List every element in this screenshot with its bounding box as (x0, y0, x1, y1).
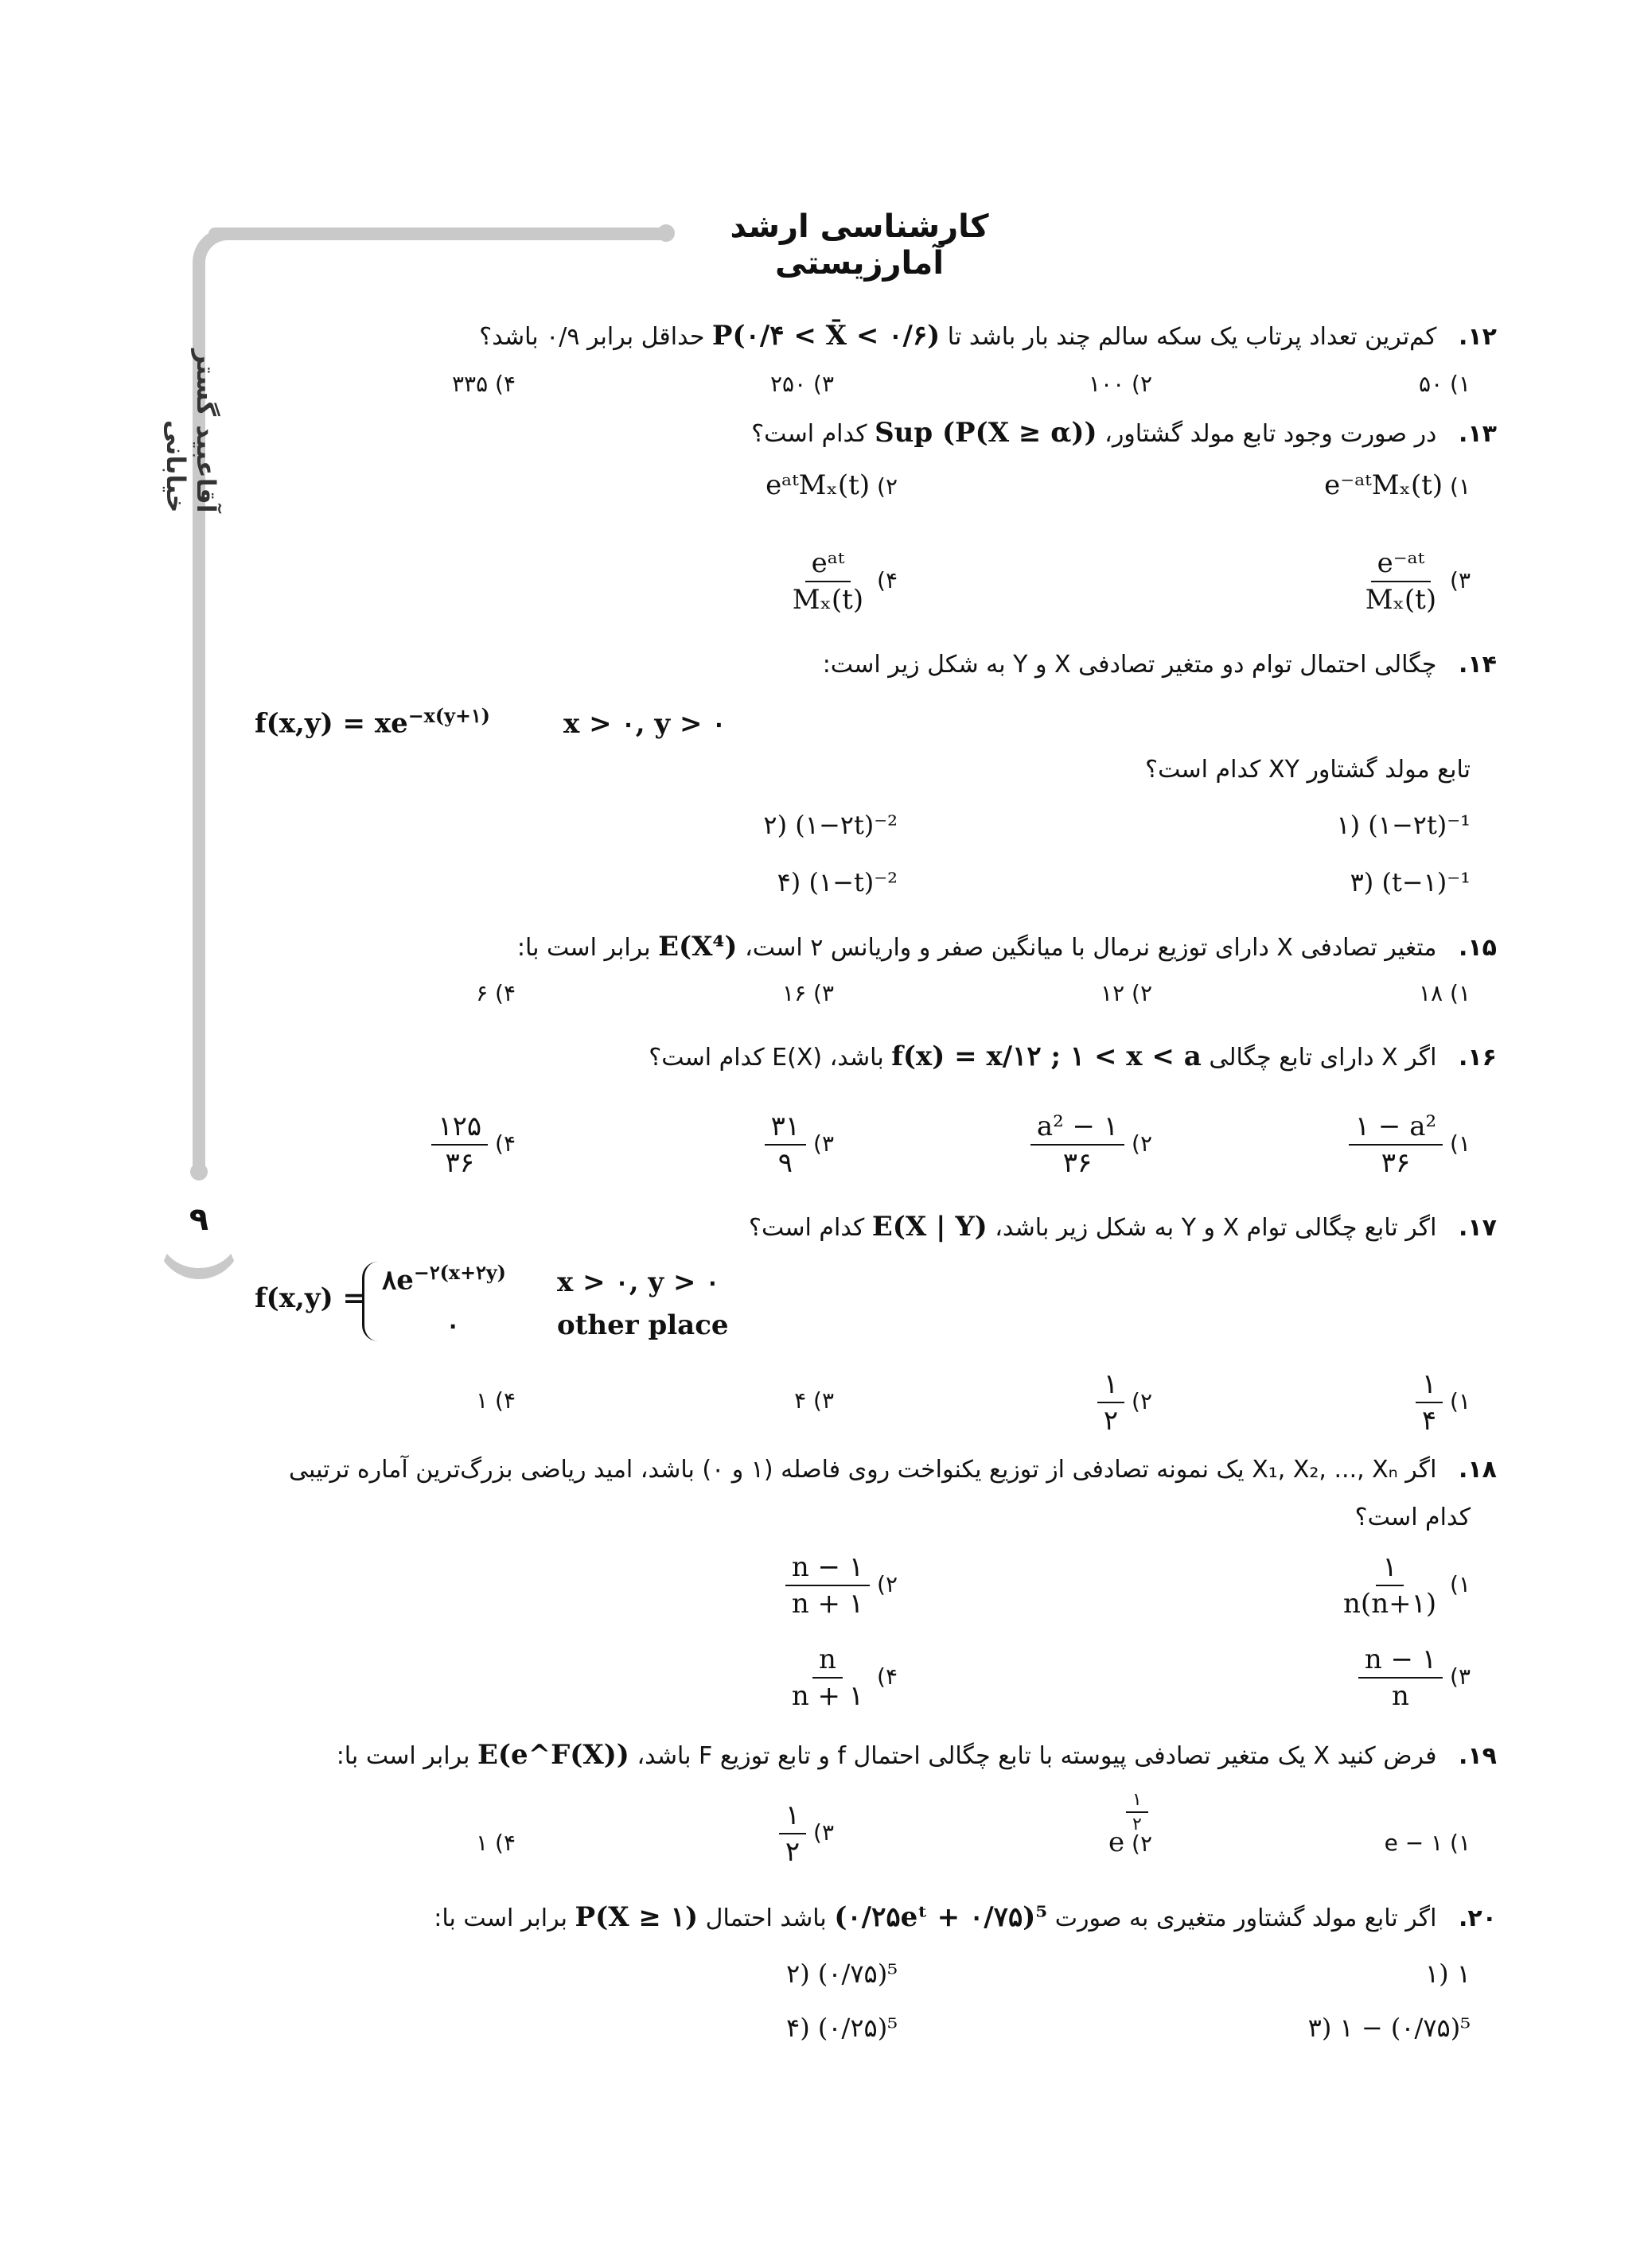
option-fraction (786, 547, 870, 616)
option-fraction (1358, 1644, 1443, 1712)
formula-exponent: −x(y+۱) (407, 705, 490, 727)
option-2[interactable]: ۲) ۱۲ (1101, 980, 1152, 1006)
option-label: ۳) (813, 1819, 834, 1846)
side-author-text: آقاعبید گستر خیابانی (161, 349, 221, 513)
question-number: ۱۲. (1458, 323, 1497, 351)
option-4[interactable]: ۴) ۳۳۵ (452, 371, 516, 397)
question-number: ۱۴. (1458, 651, 1497, 679)
numerator: ۱ − a² (1349, 1111, 1443, 1146)
option-fraction (779, 1799, 806, 1868)
option-label: ۲) (877, 473, 898, 500)
numerator: eᵃᵗ (805, 547, 851, 582)
option-1[interactable] (1416, 1368, 1471, 1437)
numerator: n (812, 1644, 843, 1679)
piece-2-domain: other place (557, 1309, 729, 1341)
option-4[interactable]: ۴) ۶ (476, 980, 516, 1006)
option-label: ۲) (1132, 1130, 1152, 1157)
question-math: Sup (P(X ≥ α)) (875, 417, 1097, 449)
denominator: ۲ (1132, 1815, 1142, 1834)
option-fraction (1097, 1368, 1124, 1437)
sub-question-14: تابع مولد گشتاور XY کدام است؟ (1145, 756, 1471, 784)
question-math: E(X | Y) (871, 1211, 988, 1243)
options-20-row1 (197, 1959, 1471, 2006)
options-16 (197, 1111, 1471, 1198)
question-text: اگر X دارای تابع چگالی (1209, 1044, 1437, 1072)
question-text-end: برابر است با: (516, 934, 651, 962)
question-text: فرض کنید X یک متغیر تصادفی پیوسته با تابع چگالی احتمال f و تابع توزیع F باشد، (637, 1742, 1437, 1770)
option-3[interactable]: ۳) (t−۱)⁻¹ (1350, 867, 1471, 897)
numerator: ۱ (1126, 1790, 1148, 1813)
denominator: ۳۶ (1381, 1147, 1411, 1179)
options-20-row2 (197, 2013, 1471, 2060)
question-18-end: کدام است؟ (1354, 1504, 1471, 1531)
option-fraction (785, 1644, 870, 1712)
options-13-row1 (197, 469, 1471, 525)
option-label: ۱) (1450, 1571, 1471, 1597)
option-1[interactable]: ۱) (۱−۲t)⁻¹ (1336, 810, 1471, 840)
piece-1-domain: x > ۰, y > ۰ (557, 1266, 720, 1298)
option-math: eᵃᵗMₓ(t) (766, 469, 871, 501)
option-2[interactable] (1097, 1368, 1152, 1437)
options-18-row2 (197, 1644, 1471, 1723)
question-number: ۲۰. (1458, 1904, 1497, 1932)
option-4[interactable]: ۴) ۱ (476, 1387, 516, 1414)
option-1[interactable]: ۱) ۱ (1424, 1959, 1471, 1989)
question-text-end: برابر است با: (336, 1742, 470, 1770)
options-15 (197, 980, 1471, 1028)
denominator: Mₓ(t) (792, 584, 864, 616)
option-2[interactable] (1108, 1790, 1152, 1858)
question-number: ۱۹. (1458, 1742, 1497, 1770)
question-math-2: P(X ≥ ۱) (575, 1901, 699, 1933)
denominator: ۹ (777, 1147, 793, 1179)
option-1[interactable]: ۱) ۱۸ (1419, 980, 1471, 1006)
piece-1-expression (382, 1262, 506, 1296)
question-14 (823, 651, 1497, 679)
option-4[interactable]: ۴) (۱−t)⁻² (777, 867, 898, 897)
numerator: n − ۱ (1358, 1644, 1443, 1679)
numerator: ۱۲۵ (431, 1111, 488, 1146)
options-19 (197, 1791, 1471, 1879)
option-3[interactable] (1358, 1644, 1471, 1712)
question-math: (۰/۲۵eᵗ + ۰/۷۵)⁵ (834, 1901, 1048, 1933)
option-fraction (1359, 547, 1443, 616)
question-number: ۱۸. (1458, 1456, 1497, 1484)
question-text: متغیر تصادفی X دارای توزیع نرمال با میانگین صفر و واریانس ۲ است، (745, 934, 1437, 962)
option-label: ۱) (1450, 1388, 1471, 1414)
piecewise-brace (362, 1262, 384, 1341)
option-2[interactable] (785, 1551, 898, 1620)
numerator: ۱ (1376, 1551, 1403, 1586)
option-math: e⁻ᵃᵗMₓ(t) (1324, 469, 1443, 501)
option-1[interactable]: ۱) e − ۱ (1384, 1830, 1471, 1856)
question-text-end: حداقل برابر ۰/۹ باشد؟ (479, 323, 705, 351)
frame-top-line (208, 228, 668, 240)
question-text: کم‌ترین تعداد پرتاب یک سکه سالم چند بار باشد تا (947, 323, 1437, 351)
option-fraction (1416, 1368, 1443, 1437)
question-13 (751, 417, 1497, 449)
numerator: e⁻ᵃᵗ (1371, 547, 1432, 582)
option-label: ۳) (1450, 567, 1471, 593)
numerator: n − ۱ (785, 1551, 870, 1586)
exponent-fraction (1126, 1790, 1148, 1834)
option-4[interactable] (431, 1111, 516, 1179)
option-1[interactable]: ۱) ۵۰ (1419, 371, 1471, 397)
question-text-end: کدام است؟ (751, 420, 867, 448)
option-4[interactable] (786, 547, 898, 616)
option-2[interactable]: ۲) (۱−۲t)⁻² (763, 810, 898, 840)
question-number: ۱۷. (1458, 1214, 1497, 1242)
base-e: e (1108, 1826, 1125, 1858)
option-4[interactable]: ۴) (۰/۲۵)⁵ (786, 2013, 898, 2043)
option-3[interactable]: ۳) ۱ − (۰/۷۵)⁵ (1307, 2013, 1471, 2043)
question-text-end: برابر است با: (434, 1904, 567, 1932)
option-3[interactable] (765, 1111, 834, 1179)
option-label: ۲) (1132, 1830, 1152, 1857)
numerator: ۱ (1097, 1368, 1124, 1403)
question-19 (337, 1739, 1497, 1771)
options-13-row2 (197, 531, 1471, 627)
denominator: ۴ (1421, 1405, 1437, 1437)
option-3[interactable] (1359, 547, 1471, 616)
options-14-row1 (197, 810, 1471, 858)
question-15 (517, 931, 1497, 963)
question-text: اگر تابع چگالی توام X و Y به شکل زیر باشد، (995, 1214, 1437, 1242)
option-label: ۴) (877, 567, 898, 593)
question-text: اگر X₁, X₂, ..., Xₙ یک نمونه تصادفی از توزیع یکنواخت روی فاصله (۱ و ۰) باشد، امید ریاضی بزرگ‌ترین آماره ترتیبی (289, 1456, 1437, 1484)
denominator: n (1392, 1680, 1409, 1712)
page-title: کارشناسی ارشد آمارزیستی (730, 208, 989, 282)
option-3[interactable]: ۳) ۱۶ (782, 980, 834, 1006)
option-label: ۱) (1450, 473, 1471, 500)
numerator: a² − ۱ (1030, 1111, 1124, 1146)
formula-base: f(x,y) = xe (255, 707, 408, 740)
option-2[interactable]: ۲) ۱۰۰ (1089, 371, 1152, 397)
numerator: ۱ (1416, 1368, 1443, 1403)
option-4[interactable] (785, 1644, 898, 1712)
numerator: ۳۱ (765, 1111, 807, 1146)
option-3[interactable]: ۳) ۴ (794, 1387, 834, 1414)
option-fraction (785, 1551, 870, 1620)
question-number: ۱۶. (1458, 1044, 1497, 1072)
question-20 (434, 1901, 1497, 1933)
option-label: ۴) (877, 1663, 898, 1690)
page-number: ۹ (189, 1201, 209, 1238)
denominator: n + ۱ (791, 1588, 864, 1620)
numerator: ۱ (779, 1799, 806, 1834)
question-text-end: باشد، E(X) کدام است؟ (649, 1044, 884, 1072)
denominator: ۳۶ (445, 1147, 474, 1179)
option-math (1108, 1790, 1142, 1858)
question-16 (649, 1041, 1497, 1072)
piece-2-expression: ۰ (446, 1309, 461, 1341)
option-2[interactable] (1030, 1111, 1152, 1179)
option-label: ۲) (877, 1571, 898, 1597)
option-fraction (1337, 1551, 1443, 1620)
option-fraction (431, 1111, 488, 1179)
option-fraction (1349, 1111, 1443, 1179)
option-label: ۳) (1450, 1663, 1471, 1690)
question-text-mid: باشد احتمال (705, 1904, 827, 1932)
question-math: E(X⁴) (658, 931, 738, 963)
question-number: ۱۳. (1458, 420, 1497, 448)
options-17 (197, 1368, 1471, 1448)
piece-exponent: −۲(x+۲y) (413, 1262, 506, 1284)
option-label: ۲) (1132, 1388, 1152, 1414)
question-18 (255, 1456, 1497, 1484)
density-domain-14: x > ۰, y > ۰ (563, 708, 727, 740)
option-fraction (1030, 1111, 1124, 1179)
option-2[interactable] (766, 469, 898, 501)
option-1[interactable] (1324, 469, 1471, 501)
denominator: n + ۱ (791, 1680, 864, 1712)
option-1[interactable] (1337, 1551, 1471, 1620)
option-3[interactable]: ۳) ۲۵۰ (770, 371, 834, 397)
question-17 (749, 1211, 1497, 1243)
question-text: در صورت وجود تابع مولد گشتاور، (1104, 420, 1437, 448)
option-label: ۳) (813, 1130, 834, 1157)
options-18-row1 (197, 1551, 1471, 1631)
question-math: E(e^F(X)) (477, 1739, 629, 1771)
piece-base: ۸e (382, 1264, 414, 1297)
question-math: P(۰/۴ < X̄ < ۰/۶) (711, 320, 941, 352)
option-3[interactable] (779, 1799, 834, 1868)
option-fraction (765, 1111, 807, 1179)
options-12 (197, 371, 1471, 418)
denominator: ۲ (785, 1836, 801, 1868)
question-text: چگالی احتمال توام دو متغیر تصادفی X و Y به شکل زیر است: (822, 651, 1437, 679)
density-formula-14 (255, 705, 490, 739)
question-text: اگر تابع مولد گشتاور متغیری به صورت (1054, 1904, 1437, 1932)
question-math: f(x) = x/۱۲ ; ۱ < x < a (891, 1041, 1202, 1072)
option-label: ۱) (1450, 1130, 1471, 1157)
options-14-row2 (197, 867, 1471, 915)
question-number: ۱۵. (1458, 934, 1497, 962)
denominator: Mₓ(t) (1365, 584, 1437, 616)
frame-top-dot (657, 224, 675, 242)
denominator: ۳۶ (1062, 1147, 1093, 1179)
denominator: n(n+۱) (1343, 1588, 1437, 1620)
density-formula-17: f(x,y) = (255, 1282, 365, 1314)
option-label: ۴) (495, 1130, 516, 1157)
option-1[interactable] (1349, 1111, 1471, 1179)
question-text-end: کدام است؟ (749, 1214, 865, 1242)
question-12 (479, 320, 1497, 352)
denominator: ۲ (1103, 1405, 1119, 1437)
option-2[interactable]: ۲) (۰/۷۵)⁵ (786, 1959, 898, 1989)
option-4[interactable]: ۴) ۱ (476, 1830, 516, 1856)
